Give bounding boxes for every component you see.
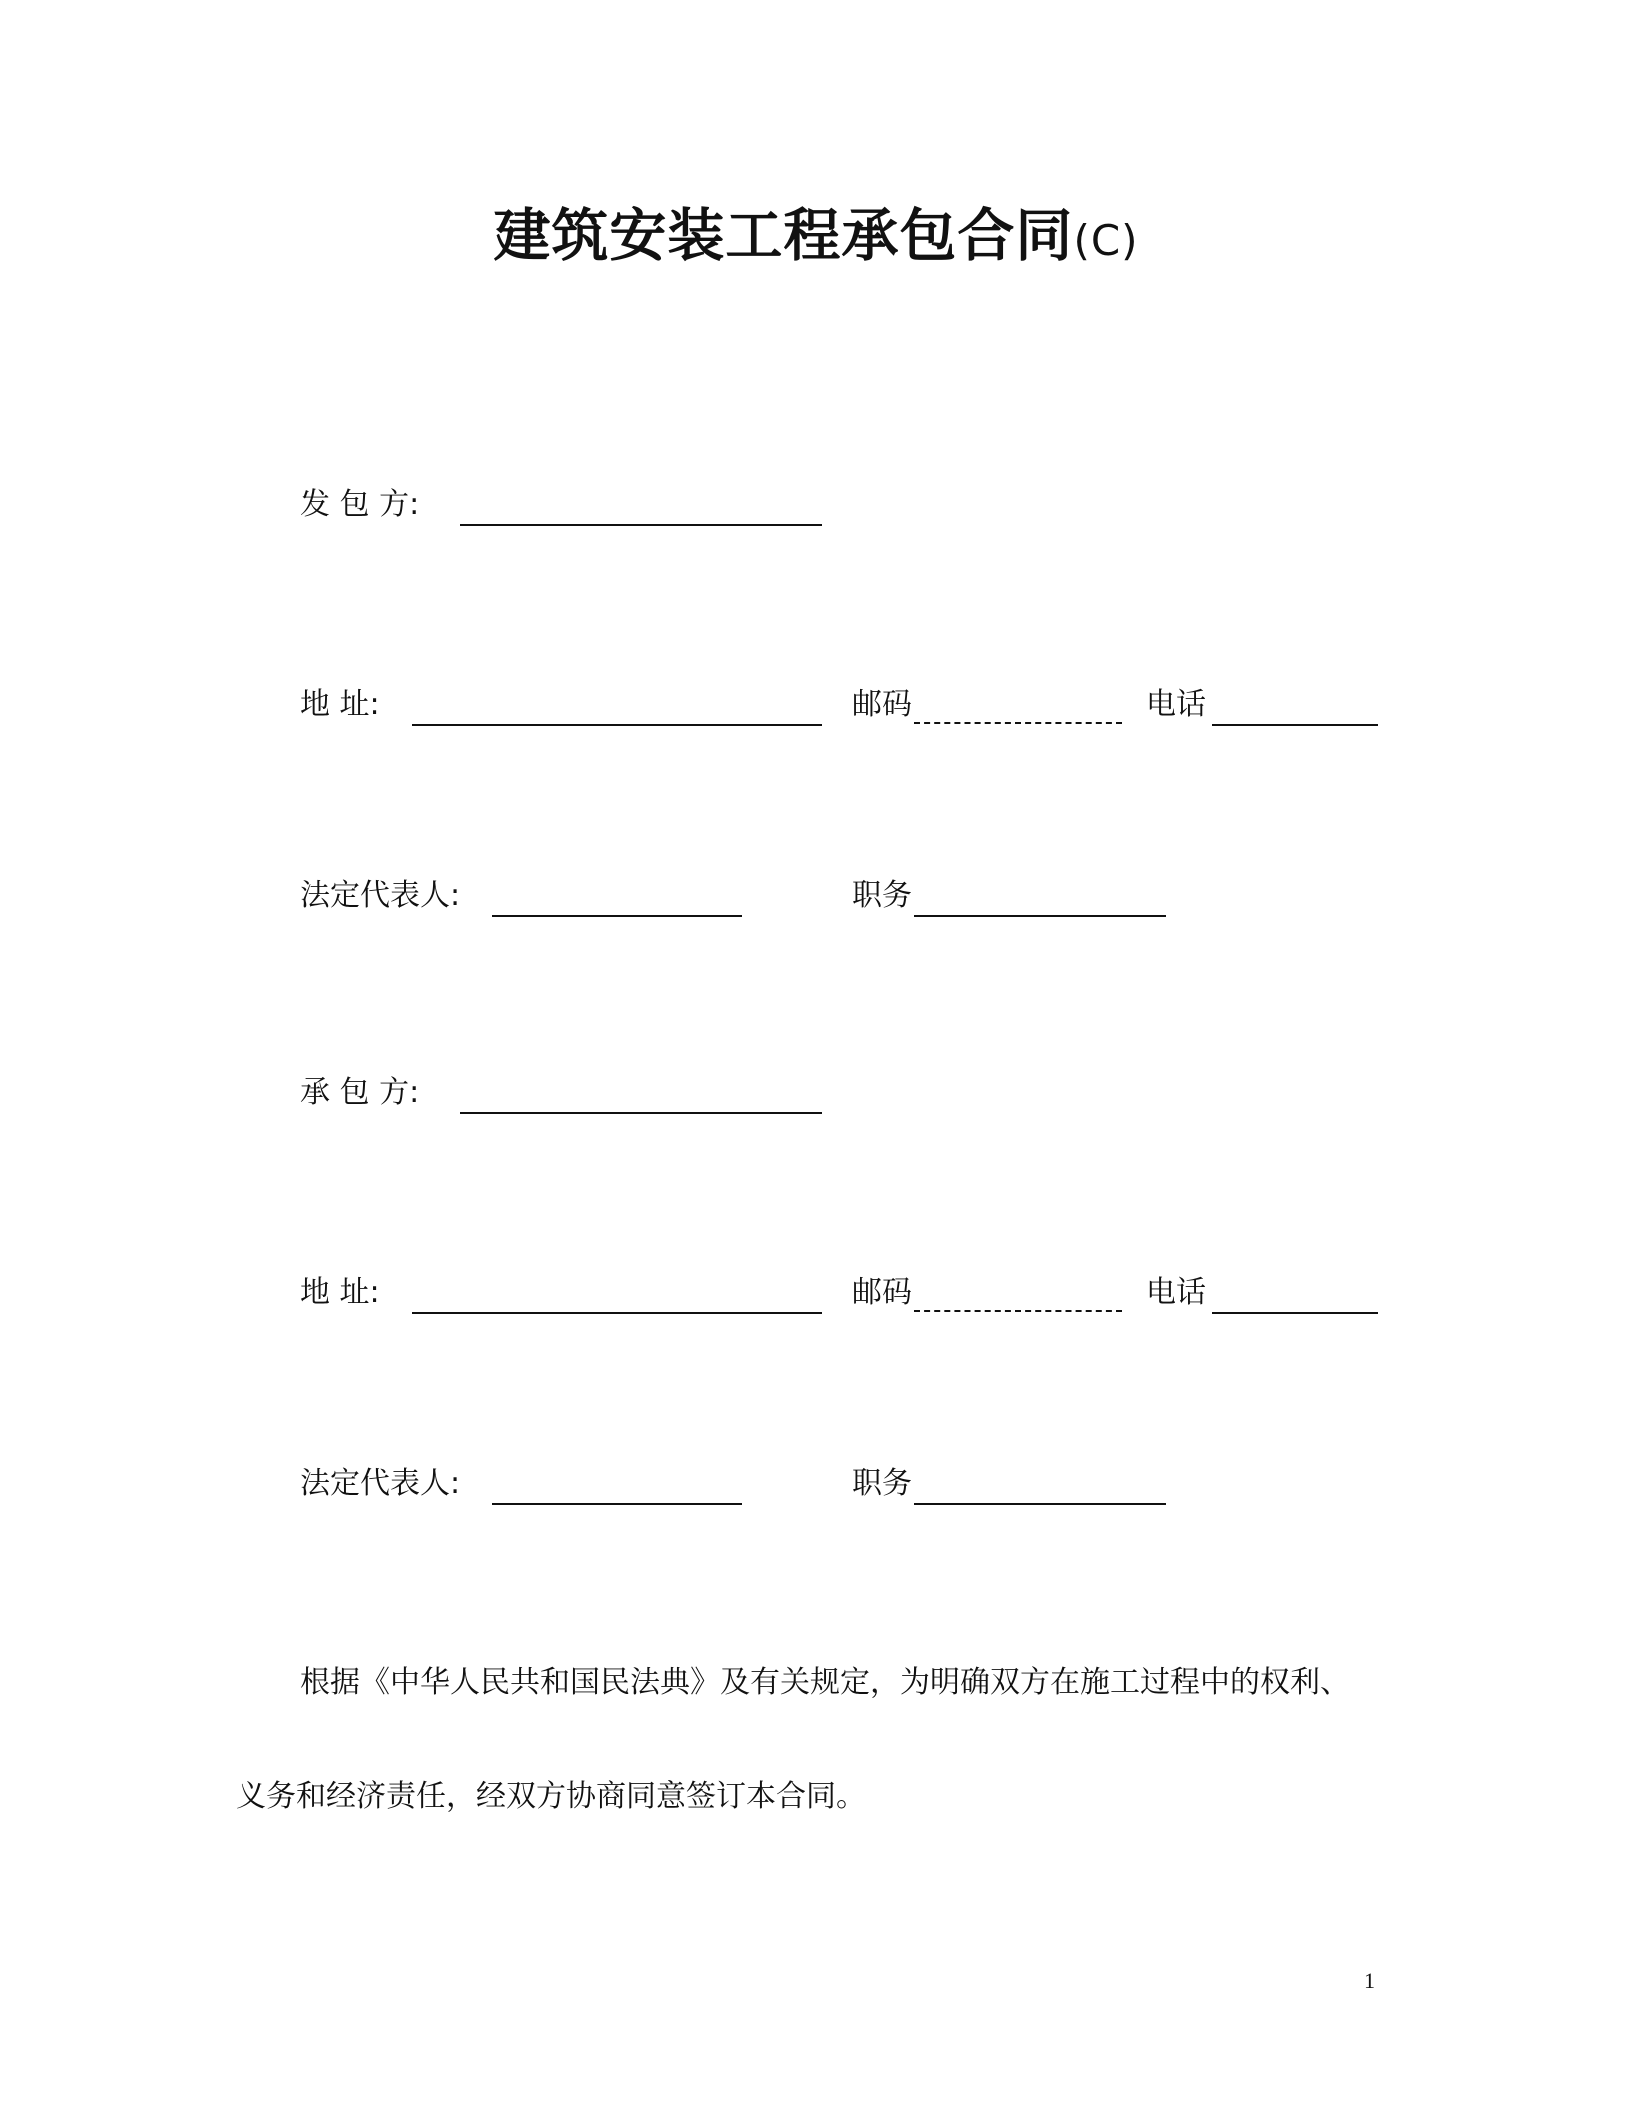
employer-legal-rep-blank[interactable] [492, 915, 742, 917]
contractor-position-blank[interactable] [914, 1503, 1166, 1505]
contractor-party-row [300, 1068, 840, 1118]
employer-position-label: 职务 [852, 878, 912, 913]
contractor-address-blank[interactable] [412, 1312, 822, 1314]
contractor-phone-label: 电话 [1146, 1275, 1206, 1310]
contractor-rep-row [300, 1459, 1180, 1509]
employer-postcode-blank[interactable] [914, 722, 1122, 724]
contractor-position-label: 职务 [852, 1466, 912, 1501]
employer-phone-blank[interactable] [1212, 724, 1378, 726]
document-title [0, 196, 1632, 281]
contractor-postcode-label: 邮码 [852, 1275, 912, 1310]
employer-legal-rep-label: 法定代表人: [300, 878, 461, 913]
page-number: 1 [1364, 1968, 1375, 1993]
employer-address-blank[interactable] [412, 724, 822, 726]
employer-rep-row [300, 871, 1180, 921]
employer-postcode-label: 邮码 [852, 687, 912, 722]
employer-address-label: 地 址: [300, 687, 380, 722]
contractor-address-row [300, 1268, 1380, 1318]
employer-address-row [300, 680, 1380, 730]
title-suffix: (C) [1073, 216, 1139, 265]
contractor-legal-rep-blank[interactable] [492, 1503, 742, 1505]
employer-party-label: 发 包 方: [300, 487, 420, 522]
employer-party-blank[interactable] [460, 524, 822, 526]
contractor-legal-rep-label: 法定代表人: [300, 1466, 461, 1501]
employer-position-blank[interactable] [914, 915, 1166, 917]
contractor-address-label: 地 址: [300, 1275, 380, 1310]
preamble-line-2: 义务和经济责任，经双方协商同意签订本合同。 [236, 1779, 866, 1814]
contractor-postcode-blank[interactable] [914, 1310, 1122, 1312]
title-text: 建筑安装工程承包合同 [493, 203, 1074, 269]
preamble-line-1: 根据《中华人民共和国民法典》及有关规定，为明确双方在施工过程中的权利、 [300, 1665, 1350, 1700]
contractor-phone-blank[interactable] [1212, 1312, 1378, 1314]
employer-party-row [300, 480, 840, 530]
contractor-party-label: 承 包 方: [300, 1075, 420, 1110]
employer-phone-label: 电话 [1146, 687, 1206, 722]
contractor-party-blank[interactable] [460, 1112, 822, 1114]
